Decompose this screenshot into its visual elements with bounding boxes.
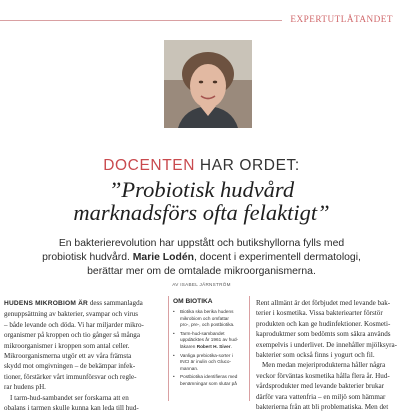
- body-line: bakterierna från att bli problematiska. Men det: [256, 403, 389, 412]
- bullet-icon: •: [173, 374, 175, 380]
- lead-line-2-post: , docent i experimentell dermatologi,: [193, 252, 361, 263]
- body-line: produkten och kan ge hudinfektioner. Kosmeti-: [256, 319, 391, 328]
- lead-line-2-pre: probiotisk hudvård.: [42, 252, 133, 263]
- article-kicker: [0, 157, 403, 175]
- lead-author-name: Marie Lodén: [132, 252, 194, 263]
- body-line: mikroorganismer i kroppen som antal celler.: [4, 341, 130, 350]
- lead-line-2: [20, 251, 383, 265]
- body-line-text: dess sammanlagda: [89, 299, 143, 307]
- bullet-icon: •: [173, 309, 175, 314]
- body-line: kaproduktmer som bedömts som säkra används: [256, 330, 391, 339]
- body-line: [4, 298, 164, 309]
- bullet-line: mannan.: [180, 365, 199, 371]
- bullet-line: pro-, pre-, och postbiotika.: [180, 322, 235, 328]
- bullet-text: [180, 309, 234, 329]
- bullet-text: [180, 353, 233, 373]
- body-line: veckor förväntas kosmetika hålla flera år. Hud-: [256, 371, 390, 380]
- body-column-left: [4, 298, 164, 413]
- body-line: Men medan mejeriprodukterna håller några: [262, 361, 386, 370]
- byline-prefix: AV: [172, 282, 181, 287]
- sidebar-bullet: [173, 309, 249, 329]
- header-rule: [0, 20, 282, 21]
- sidebar-bullet: [173, 353, 249, 373]
- bullet-icon: •: [173, 352, 175, 358]
- sidebar-bullet: [173, 331, 249, 351]
- lead-paragraph: [20, 237, 383, 279]
- body-line: bakterier som också finns i yogurt och fil.: [256, 351, 375, 360]
- body-line: exempelvis i underlivet. De innehåller mjölksyra-: [256, 340, 398, 349]
- bullet-line: Postbiotika identifieras med: [180, 374, 238, 380]
- body-line: tioner, förstärker vårt immunförsvar och regle-: [4, 372, 137, 381]
- body-line: genuppsättning av bakterier, svampar och virus: [4, 310, 139, 319]
- bullet-line: uppdäcktes år 1961 av hud-: [180, 337, 239, 343]
- byline: [0, 282, 403, 287]
- body-line: därför vara vattenfria – en miljö som hämmar: [256, 392, 386, 401]
- body-line: Rent allmänt är det förbjudet med levande bak-: [256, 299, 391, 307]
- byline-name: ISABEL JÄRNSTRÖM: [180, 282, 231, 287]
- headline: [0, 178, 403, 224]
- sidebar-bullet: [173, 374, 249, 387]
- section-label: EXPERTUTLÅTANDET: [290, 14, 393, 24]
- bullet-line-post: .: [230, 343, 232, 349]
- bullet-line: mikrobiom och omfattar: [180, 315, 229, 321]
- headline-line-1: ”Probiotisk hudvård: [108, 177, 295, 202]
- body-line: – både levande och döda. Vi har miljarder mikro-: [4, 320, 144, 329]
- body-line: I tarm-hud-sambandet ser forskarna att en: [10, 393, 129, 402]
- sidebar-title: OM BIOTIKA: [173, 298, 213, 305]
- body-line: organismer på kroppen och tio gånger så många: [4, 331, 140, 340]
- paragraph-lead-in: HUDENS MIKROBIOM ÄR: [4, 300, 89, 307]
- bullet-line-pre: läkaren: [180, 343, 197, 349]
- body-line: vårdsprodukter med levande bakterier brukar: [256, 382, 385, 391]
- author-portrait: [164, 40, 252, 128]
- bullet-line: benämningar som slutar på: [180, 380, 237, 386]
- bullet-line-name: Robert H. Siver: [196, 343, 231, 349]
- bullet-line: [180, 344, 238, 351]
- body-column-right: [256, 298, 399, 412]
- bullet-line: Vanliga prebiotika-sorter i: [180, 352, 233, 358]
- body-line: terier i kosmetika. Vissa bakteriearter förstör: [256, 309, 383, 318]
- bullet-line: Tarm-hud-sambandet: [180, 330, 225, 336]
- body-line: rar hudens pH.: [4, 383, 46, 392]
- body-line: Mikroorganismerna utgör ett av våra främsta: [4, 352, 132, 361]
- bullet-text: [180, 374, 237, 387]
- body-line: obalans i tarmen skulle kunna kan leda till hud-: [4, 404, 139, 413]
- kicker-rest: HAR ORDET:: [195, 157, 300, 174]
- headline-line-2: marknadsförs ofta felaktigt”: [73, 200, 330, 225]
- bullet-line: Biotika ska berika hudens: [180, 309, 234, 314]
- body-line: skydd mot omgivningen – de bekämpar infek-: [4, 362, 136, 371]
- bullet-text: [180, 331, 238, 351]
- kicker-accent: DOCENTEN: [103, 157, 195, 174]
- bullet-line: INCI är inulin och Gluco-: [180, 359, 232, 365]
- sidebar-om-biotika: [168, 296, 250, 401]
- bullet-icon: •: [173, 330, 175, 336]
- lead-line-3: berättar mer om de omtalade mikroorganismerna.: [87, 266, 316, 277]
- lead-line-1: En bakterierevolution har uppstått och butikshyllorna fylls med: [58, 238, 345, 249]
- portrait-image: [164, 40, 252, 128]
